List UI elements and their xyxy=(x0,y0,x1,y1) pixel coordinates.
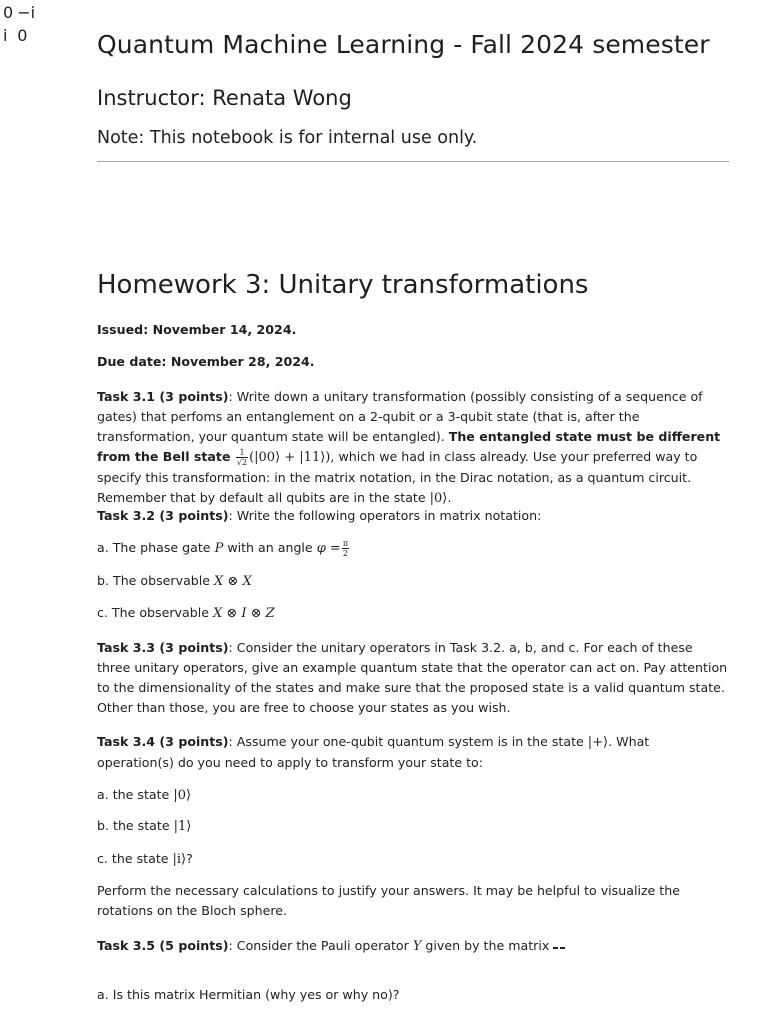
task-3-2-b: b. The observable X ⊗ X xyxy=(97,573,252,589)
task-3-2: Task 3.2 (3 points): Write the following operators in matrix notation: xyxy=(97,508,542,523)
horizontal-divider xyxy=(97,161,729,162)
task-label: Task 3.5 (5 points) xyxy=(97,938,229,953)
task-label: Task 3.2 (3 points) xyxy=(97,508,229,523)
fraction: $\frac{\pi}{2}$ xyxy=(342,539,349,558)
task-3-4: Task 3.4 (3 points): Assume your one-qubit quantum system is in the state |+⟩. What operation(s) do you need to apply to transform your state to: xyxy=(97,734,650,770)
task-3-4-a: a. the state |0⟩ xyxy=(97,787,192,803)
issued-date: Issued: November 14, 2024. xyxy=(97,322,297,337)
task-3-5: Task 3.5 (5 points): Consider the Pauli operator Y given by the matrix xyxy=(97,938,550,954)
homework-title: Homework 3: Unitary transformations xyxy=(97,270,589,300)
task-label: Task 3.4 (3 points) xyxy=(97,734,229,749)
task-3-4-outro: Perform the necessary calculations to justify your answers. It may be helpful to visualize the rotations on the Bloch sphere. xyxy=(97,883,680,918)
task-3-2-a: a. The phase gate P with an angle φ = $\frac{\pi}{2}$ xyxy=(97,539,349,558)
internal-use-note: Note: This notebook is for internal use only. xyxy=(97,128,478,148)
task-3-4-b: b. the state |1⟩ xyxy=(97,818,192,834)
due-date: Due date: November 28, 2024. xyxy=(97,354,315,369)
task-3-2-c: c. The observable X ⊗ I ⊗ Z xyxy=(97,605,275,621)
task-3-3: Task 3.3 (3 points): Consider the unitary operators in Task 3.2. a, b, and c. For each of these three unitary operators, give an example quantum state that the operator can act on. Pay attention to the dimensionality of the states and make sure that the proposed state is a valid quantum state. Other than those, you are free to choose your states as you wish. xyxy=(97,640,728,715)
course-title: Quantum Machine Learning - Fall 2024 semester xyxy=(97,30,710,59)
fraction: $\frac{1}{√2}$ xyxy=(236,448,248,467)
notebook-page: Quantum Machine Learning - Fall 2024 semester Instructor: Renata Wong Note: This notebook is for internal use only. Homework 3: Unitary transformations Issued: November 14, 2024. Due date: November 28, 2024. Task 3.1 (3 points): Write down a unitary transformation (possibly consisting of a sequence of gates) that perfoms an entanglement on a 2-qubit or a 3-qubit state (that is, after the transformation, your quantum state will be entangled). The entangled state must be different from the Bell state $\frac{1}{√2}$ (|00⟩ + |11⟩), which we had in class already. Use your preferred way to specify this transformation: in the matrix notation, in the Dirac notation, as a quantum circuit. Remember that by default all qubits are in the state |0⟩. Task 3.2 (3 points): Write the following operators in matrix notation: a. The phase gate P with an angle φ = $\frac{\pi}{2}$ b. The observable X ⊗ X c. The observable X ⊗ I ⊗ Z Task 3.3 (3 points): Consider the unitary operators in Task 3.2. a, b, and c. For each of these three unitary operators, give an example quantum state that the operator can act on. Pay attention to the dimensionality of the states and make sure that the proposed state is a valid quantum state. Other than those, you are free to choose your states as you wish. Task 3.4 (3 points): Assume your one-qubit quantum system is in the state |+⟩. What operation(s) do you need to apply to transform your state to: a. the state |0⟩ b. the state |1⟩ c. the state |i⟩? Perform the necessary calculations to justify your answers. It may be helpful to visualize the rotations on the Bloch sphere. Task 3.5 (5 points): Consider the Pauli operator Y given by the matrix 0 −i i 0 a. Is this matrix Hermitian (why yes or why no)? xyxy=(0,0,768,1024)
task-3-5-a: a. Is this matrix Hermitian (why yes or why no)? xyxy=(97,987,400,1002)
task-label: Task 3.3 (3 points) xyxy=(97,640,229,655)
task-label: Task 3.1 (3 points) xyxy=(97,389,229,404)
task-3-4-c: c. the state |i⟩? xyxy=(97,851,193,867)
instructor-heading: Instructor: Renata Wong xyxy=(97,86,352,110)
task-3-1: Task 3.1 (3 points): Write down a unitary transformation (possibly consisting of a sequence of gates) that perfoms an entanglement on a 2-qubit or a 3-qubit state (that is, after the transformation, your quantum state will be entangled). The entangled state must be different from the Bell state $\frac{1}{√2}$ (|00⟩ + |11⟩), which we had in class already. Use your preferred way to specify this transformation: in the matrix notation, in the Dirac notation, as a quantum circuit. Remember that by default all qubits are in the state |0⟩. xyxy=(97,389,721,506)
